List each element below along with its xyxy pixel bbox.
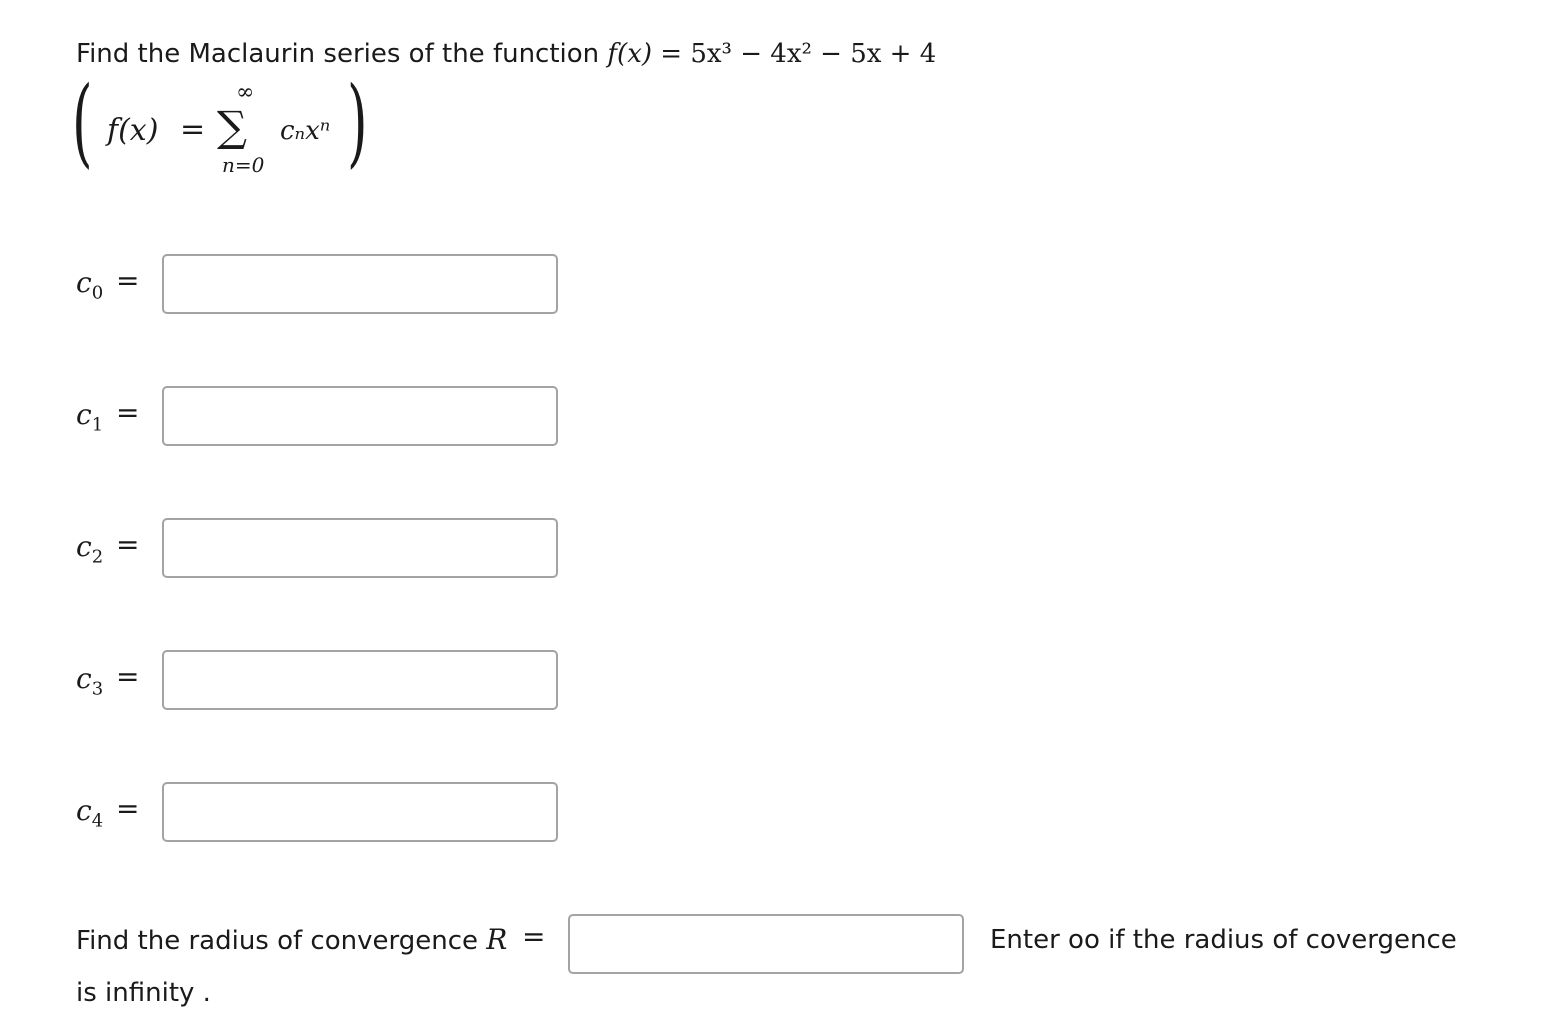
radius-hint: Enter oo if the radius of covergence: [990, 925, 1457, 955]
coefficient-label: $c_3$: [76, 662, 104, 700]
right-paren: ): [347, 66, 368, 178]
series-upper-limit: ∞: [236, 80, 255, 105]
radius-symbol: R: [486, 923, 508, 956]
question-prompt: [76, 34, 936, 74]
c1-input[interactable]: [162, 386, 558, 446]
coefficient-label: $c_4$: [76, 794, 104, 832]
coefficient-equals: =: [116, 660, 140, 693]
coefficient-equals: =: [116, 528, 140, 561]
series-definition: [72, 66, 392, 188]
function-equals: =: [660, 39, 683, 69]
prompt-text: Find the Maclaurin series of the function: [76, 39, 600, 69]
radius-equals: =: [522, 920, 546, 953]
coefficient-equals: =: [116, 792, 140, 825]
coefficient-equals: =: [116, 264, 140, 297]
function-rhs: 5x³ − 4x² − 5x + 4: [690, 39, 937, 69]
function-lhs: f(x): [607, 39, 652, 69]
radius-input[interactable]: [568, 914, 964, 974]
coefficient-equals: =: [116, 396, 140, 429]
series-lhs: f(x): [107, 113, 159, 148]
coefficient-label: $c_1$: [76, 398, 104, 436]
radius-hint-continued: is infinity .: [76, 978, 211, 1008]
coefficient-label: $c_2$: [76, 530, 104, 568]
radius-prompt-text: Find the radius of convergence: [76, 926, 478, 956]
series-term: cₙxⁿ: [280, 116, 331, 146]
c0-input[interactable]: [162, 254, 558, 314]
series-equals: =: [180, 112, 206, 147]
left-paren: (: [72, 66, 93, 178]
c2-input[interactable]: [162, 518, 558, 578]
series-lower-limit: n=0: [222, 153, 265, 177]
c4-input[interactable]: [162, 782, 558, 842]
c3-input[interactable]: [162, 650, 558, 710]
coefficient-label: $c_0$: [76, 266, 104, 304]
sigma-symbol: ∑: [217, 102, 247, 151]
radius-prompt: [76, 922, 507, 959]
